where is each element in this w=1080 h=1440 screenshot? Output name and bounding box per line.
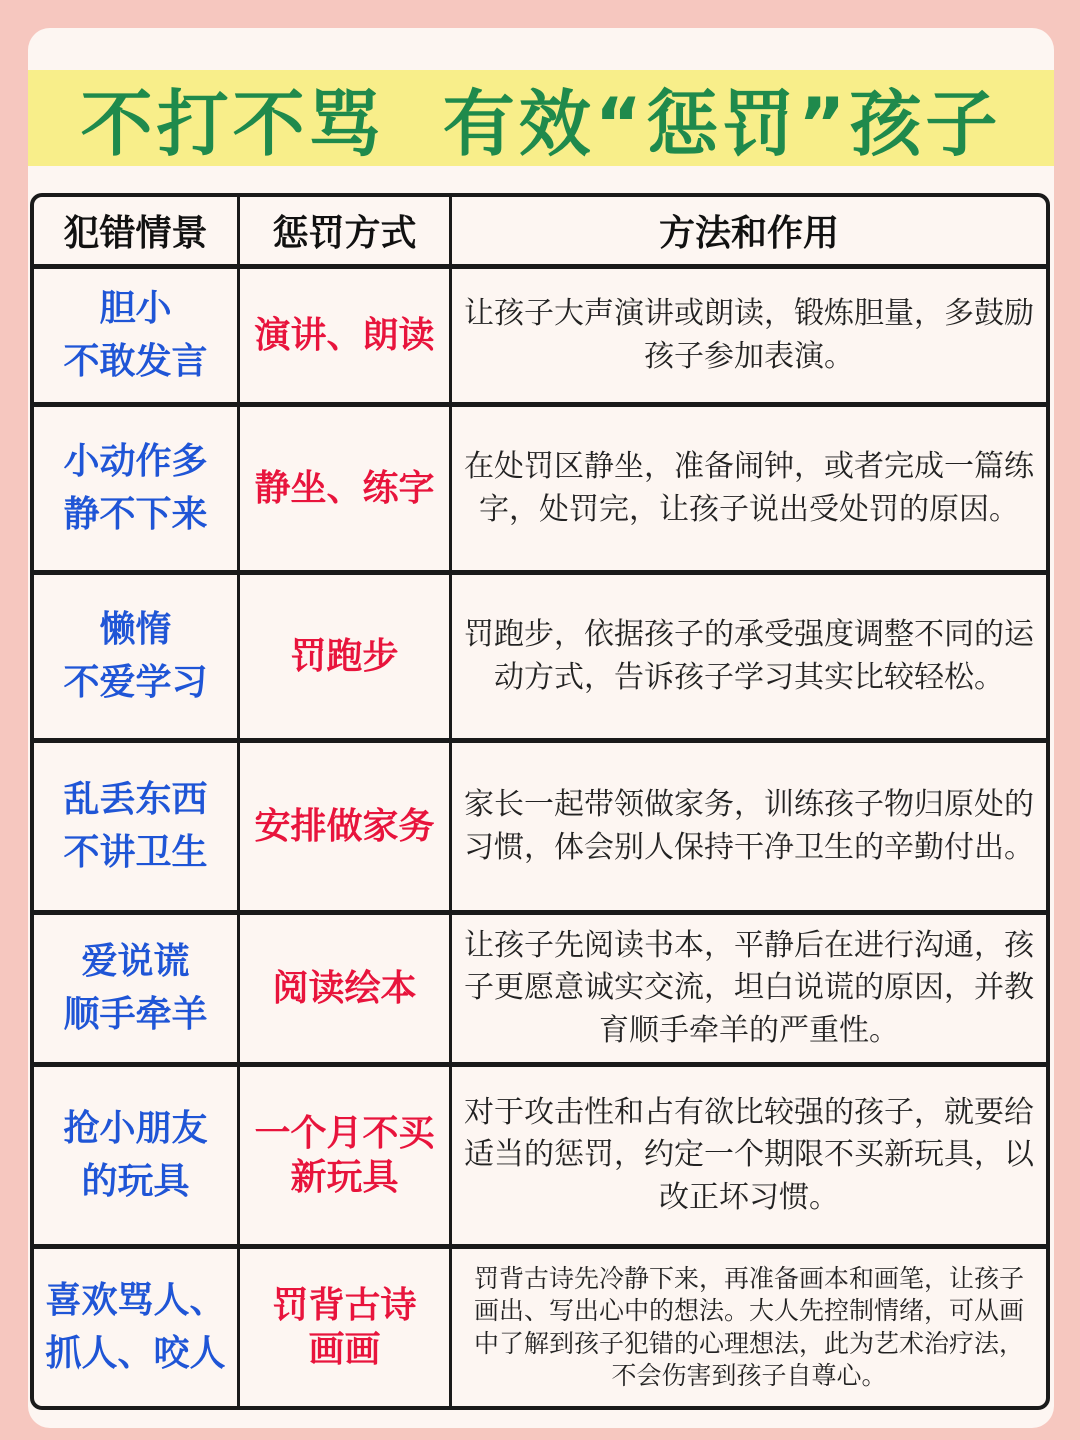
row-1-situation: 胆小 不敢发言 bbox=[34, 269, 240, 407]
row-7-situation: 喜欢骂人、 抓人、咬人 bbox=[34, 1249, 240, 1406]
punishment-table bbox=[30, 193, 1050, 1410]
row-7-method: 罚背古诗先冷静下来，再准备画本和画笔，让孩子画出、写出心中的想法。大人先控制情绪，可从画中了解到孩子犯错的心理想法，此为艺术治疗法，不会伤害到孩子自尊心。 bbox=[473, 1263, 1024, 1390]
row-3-punishment: 罚跑步 bbox=[240, 575, 452, 743]
row-2-punishment: 静坐、练字 bbox=[240, 407, 452, 575]
row-5-punishment: 阅读绘本 bbox=[240, 915, 452, 1067]
page-title: 不打不骂 有效“惩罚”孩子 bbox=[80, 82, 1002, 166]
row-6-punishment: 一个月不买 新玩具 bbox=[240, 1067, 452, 1249]
row-2-situation: 小动作多 静不下来 bbox=[34, 407, 240, 575]
row-7-punishment: 罚背古诗 画画 bbox=[240, 1249, 452, 1406]
header-punishment: 惩罚方式 bbox=[240, 197, 452, 269]
header-method: 方法和作用 bbox=[452, 197, 1046, 269]
row-4-punishment: 安排做家务 bbox=[240, 743, 452, 915]
row-6-method: 对于攻击性和占有欲比较强的孩子，就要给适当的惩罚，约定一个期限不买新玩具，以改正坏习惯。 bbox=[452, 1067, 1046, 1249]
row-1-method: 让孩子大声演讲或朗读，锻炼胆量，多鼓励孩子参加表演。 bbox=[452, 269, 1046, 407]
row-2-method: 在处罚区静坐，准备闹钟，或者完成一篇练字，处罚完，让孩子说出受处罚的原因。 bbox=[452, 407, 1046, 575]
table-grid bbox=[34, 197, 1046, 1406]
row-5-method: 让孩子先阅读书本，平静后在进行沟通，孩子更愿意诚实交流，坦白说谎的原因，并教育顺手牵羊的严重性。 bbox=[452, 915, 1046, 1067]
row-3-situation: 懒惰 不爱学习 bbox=[34, 575, 240, 743]
row-1-punishment: 演讲、朗读 bbox=[240, 269, 452, 407]
row-5-situation: 爱说谎 顺手牵羊 bbox=[34, 915, 240, 1067]
row-4-situation: 乱丢东西 不讲卫生 bbox=[34, 743, 240, 915]
row-3-method: 罚跑步，依据孩子的承受强度调整不同的运动方式，告诉孩子学习其实比较轻松。 bbox=[452, 575, 1046, 743]
header-situation: 犯错情景 bbox=[34, 197, 240, 269]
row-4-method: 家长一起带领做家务，训练孩子物归原处的习惯，体会别人保持干净卫生的辛勤付出。 bbox=[452, 743, 1046, 915]
row-6-situation: 抢小朋友 的玩具 bbox=[34, 1067, 240, 1249]
